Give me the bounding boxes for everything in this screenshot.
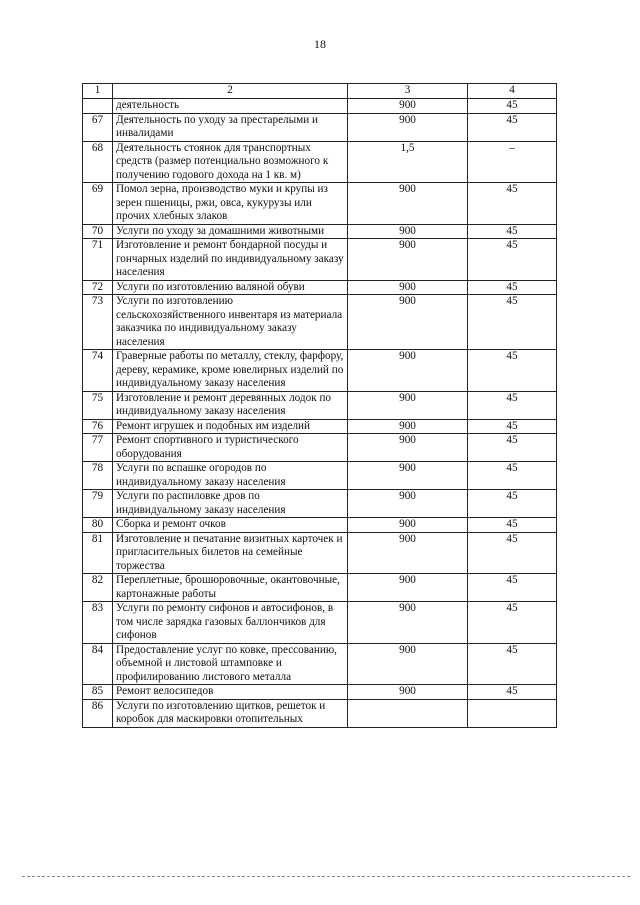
row-description: Услуги по вспашке огородов по индивидуальному заказу населения	[113, 462, 348, 490]
row-value-col3	[348, 699, 468, 727]
table-row	[83, 643, 557, 685]
row-value-col3: 900	[348, 434, 468, 462]
row-value-col4: 45	[468, 224, 557, 239]
table-row	[83, 280, 557, 295]
row-value-col4: 45	[468, 391, 557, 419]
row-value-col4: 45	[468, 419, 557, 434]
row-value-col4: 45	[468, 643, 557, 685]
row-number: 86	[83, 699, 113, 727]
row-description: Услуги по ремонту сифонов и автосифонов, в том числе зарядка газовых баллончиков для сифонов	[113, 602, 348, 644]
row-value-col4: 45	[468, 99, 557, 114]
row-number: 84	[83, 643, 113, 685]
row-description: Предоставление услуг по ковке, прессованию, объемной и листовой штамповке и профилированию листового металла	[113, 643, 348, 685]
row-value-col3: 900	[348, 490, 468, 518]
row-value-col3: 900	[348, 518, 468, 533]
table-row	[83, 391, 557, 419]
row-number: 69	[83, 183, 113, 225]
row-value-col4: 45	[468, 434, 557, 462]
table-row	[83, 602, 557, 644]
header-col-2: 2	[113, 84, 348, 99]
row-value-col4: 45	[468, 183, 557, 225]
header-col-3: 3	[348, 84, 468, 99]
row-value-col4: 45	[468, 574, 557, 602]
row-number: 76	[83, 419, 113, 434]
row-value-col3: 900	[348, 574, 468, 602]
row-description: Деятельность стоянок для транспортных средств (размер потенциально возможного к получению годового дохода на 1 кв. м)	[113, 141, 348, 183]
row-value-col4	[468, 699, 557, 727]
row-description: Ремонт спортивного и туристического оборудования	[113, 434, 348, 462]
row-description: Деятельность по уходу за престарелыми и инвалидами	[113, 113, 348, 141]
row-number: 73	[83, 295, 113, 350]
row-value-col4: 45	[468, 350, 557, 392]
table-header-row	[83, 84, 557, 99]
table-row	[83, 141, 557, 183]
row-number: 75	[83, 391, 113, 419]
header-col-4: 4	[468, 84, 557, 99]
row-value-col4: 45	[468, 518, 557, 533]
row-number: 79	[83, 490, 113, 518]
row-value-col4: 45	[468, 280, 557, 295]
table-row	[83, 685, 557, 700]
row-value-col3: 1,5	[348, 141, 468, 183]
row-description: Услуги по изготовлению сельскохозяйственного инвентаря из материала заказчика по индивидуальному заказу населения	[113, 295, 348, 350]
row-value-col3: 900	[348, 462, 468, 490]
row-description: Услуги по уходу за домашними животными	[113, 224, 348, 239]
table-row	[83, 113, 557, 141]
row-value-col3: 900	[348, 532, 468, 574]
row-description: Ремонт игрушек и подобных им изделий	[113, 419, 348, 434]
row-description: Услуги по изготовлению щитков, решеток и коробок для маскировки отопительных	[113, 699, 348, 727]
row-number: 74	[83, 350, 113, 392]
table-row	[83, 490, 557, 518]
table-row	[83, 518, 557, 533]
table-row	[83, 532, 557, 574]
row-value-col3: 900	[348, 391, 468, 419]
row-number: 67	[83, 113, 113, 141]
row-number: 85	[83, 685, 113, 700]
row-number	[83, 99, 113, 114]
header-col-1: 1	[83, 84, 113, 99]
row-number: 68	[83, 141, 113, 183]
row-value-col4: 45	[468, 685, 557, 700]
row-value-col3: 900	[348, 280, 468, 295]
row-description: Услуги по изготовлению валяной обуви	[113, 280, 348, 295]
tariff-table	[82, 83, 557, 728]
row-value-col3: 900	[348, 183, 468, 225]
row-description: Изготовление и печатание визитных карточек и пригласительных билетов на семейные торжества	[113, 532, 348, 574]
row-value-col3: 900	[348, 602, 468, 644]
row-number: 81	[83, 532, 113, 574]
row-value-col3: 900	[348, 239, 468, 281]
row-value-col3: 900	[348, 419, 468, 434]
table-row	[83, 462, 557, 490]
row-value-col4: 45	[468, 239, 557, 281]
row-value-col3: 900	[348, 113, 468, 141]
row-number: 77	[83, 434, 113, 462]
row-value-col3: 900	[348, 685, 468, 700]
row-value-col3: 900	[348, 350, 468, 392]
table-row	[83, 183, 557, 225]
table-row	[83, 434, 557, 462]
row-number: 71	[83, 239, 113, 281]
row-value-col3: 900	[348, 643, 468, 685]
table-row	[83, 350, 557, 392]
row-value-col4: 45	[468, 113, 557, 141]
table-row	[83, 224, 557, 239]
table-row	[83, 239, 557, 281]
page-bottom-divider	[22, 876, 630, 877]
row-value-col3: 900	[348, 99, 468, 114]
table-row	[83, 419, 557, 434]
table-row	[83, 574, 557, 602]
row-number: 78	[83, 462, 113, 490]
row-description: Изготовление и ремонт бондарной посуды и гончарных изделий по индивидуальному заказу населения	[113, 239, 348, 281]
row-description: Граверные работы по металлу, стеклу, фарфору, дереву, керамике, кроме ювелирных изделий по индивидуальному заказу населения	[113, 350, 348, 392]
table-row	[83, 99, 557, 114]
row-value-col4: –	[468, 141, 557, 183]
row-description: Изготовление и ремонт деревянных лодок по индивидуальному заказу населения	[113, 391, 348, 419]
row-number: 83	[83, 602, 113, 644]
row-value-col4: 45	[468, 462, 557, 490]
row-description: Помол зерна, производство муки и крупы из зерен пшеницы, ржи, овса, кукурузы или прочих хлебных злаков	[113, 183, 348, 225]
row-value-col4: 45	[468, 490, 557, 518]
table-row	[83, 699, 557, 727]
page-number: 18	[314, 37, 326, 51]
row-value-col4: 45	[468, 602, 557, 644]
row-value-col4: 45	[468, 532, 557, 574]
row-description: деятельность	[113, 99, 348, 114]
row-number: 82	[83, 574, 113, 602]
table-row	[83, 295, 557, 350]
row-description: Переплетные, брошюровочные, окантовочные, картонажные работы	[113, 574, 348, 602]
row-description: Сборка и ремонт очков	[113, 518, 348, 533]
row-number: 70	[83, 224, 113, 239]
row-description: Услуги по распиловке дров по индивидуальному заказу населения	[113, 490, 348, 518]
row-value-col3: 900	[348, 295, 468, 350]
row-value-col4: 45	[468, 295, 557, 350]
row-number: 80	[83, 518, 113, 533]
row-value-col3: 900	[348, 224, 468, 239]
row-number: 72	[83, 280, 113, 295]
row-description: Ремонт велосипедов	[113, 685, 348, 700]
